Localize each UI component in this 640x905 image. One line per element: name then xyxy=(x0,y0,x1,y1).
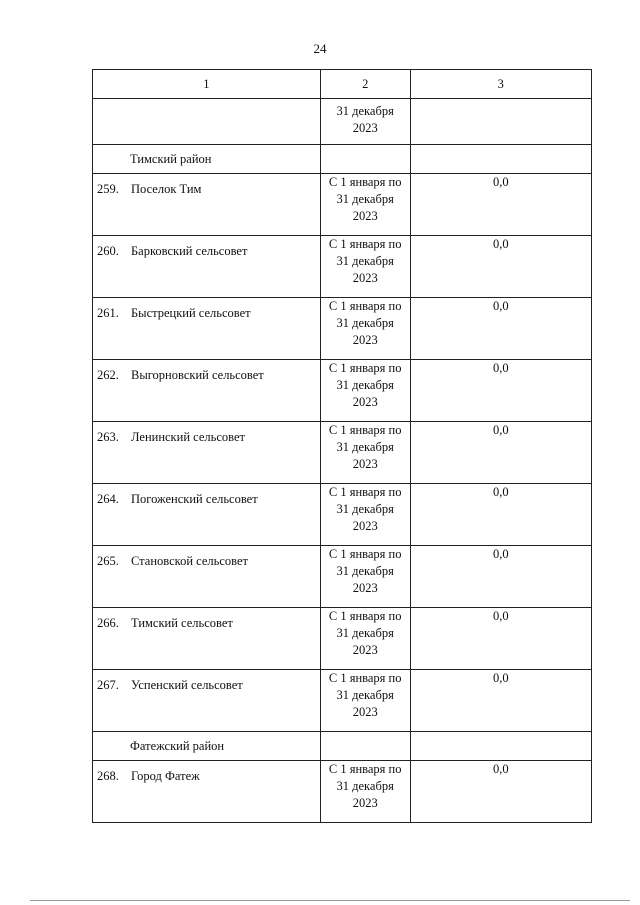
period-cell xyxy=(320,670,410,732)
district-name-cell xyxy=(93,145,321,174)
municipality-entry xyxy=(93,546,320,570)
municipality-name: Ленинский сельсовет xyxy=(131,430,245,444)
bottom-rule xyxy=(30,900,630,901)
value-cell: 0,0 xyxy=(410,484,591,546)
municipality-entry xyxy=(93,484,320,508)
value-cell: 0,0 xyxy=(410,608,591,670)
period-start: С 1 января по xyxy=(328,237,402,251)
period-year: 2023 xyxy=(352,643,378,657)
table-row xyxy=(93,298,592,360)
table-row xyxy=(93,670,592,732)
municipality-name: Становской сельсовет xyxy=(131,554,248,568)
table-row xyxy=(93,174,592,236)
data-table xyxy=(92,69,592,823)
period-year: 2023 xyxy=(352,796,378,810)
value-cell: 0,0 xyxy=(410,546,591,608)
municipality-cell xyxy=(93,761,321,823)
period-cell xyxy=(320,298,410,360)
municipality-cell xyxy=(93,236,321,298)
period-cell xyxy=(320,484,410,546)
district-name-cell xyxy=(93,732,321,761)
table-row xyxy=(93,422,592,484)
municipality-entry xyxy=(93,236,320,260)
row-number: 266. xyxy=(97,616,119,630)
header-col-2: 2 xyxy=(320,70,410,99)
value-cell: 0,0 xyxy=(410,236,591,298)
district-name: Фатежский район xyxy=(130,738,225,753)
municipality-name: Погоженский сельсовет xyxy=(131,492,258,506)
continuation-row xyxy=(93,99,592,145)
district-row xyxy=(93,732,592,761)
value-cell: 0,0 xyxy=(410,422,591,484)
municipality-cell xyxy=(93,298,321,360)
table-row xyxy=(93,608,592,670)
page-number: 24 xyxy=(313,41,327,56)
table-row xyxy=(93,546,592,608)
period-start: С 1 января по xyxy=(328,609,402,623)
period-end: 31 декабря xyxy=(336,626,394,640)
district-value-cell xyxy=(410,145,591,174)
period-year: 2023 xyxy=(352,457,378,471)
period-end: 31 декабря xyxy=(336,502,394,516)
period-cell xyxy=(320,422,410,484)
municipality-entry xyxy=(93,608,320,632)
continuation-period-year: 2023 xyxy=(352,121,378,135)
municipality-name: Барковский сельсовет xyxy=(131,244,248,258)
table-header-row xyxy=(93,70,592,99)
municipality-cell xyxy=(93,360,321,422)
period-cell xyxy=(320,174,410,236)
district-period-cell xyxy=(320,732,410,761)
table-row xyxy=(93,484,592,546)
period-end: 31 декабря xyxy=(336,440,394,454)
continuation-period-line: 31 декабря xyxy=(336,104,394,118)
municipality-name: Успенский сельсовет xyxy=(131,678,243,692)
row-number: 265. xyxy=(97,554,119,568)
period-year: 2023 xyxy=(352,271,378,285)
header-col-1: 1 xyxy=(93,70,321,99)
period-cell xyxy=(320,546,410,608)
municipality-entry xyxy=(93,174,320,198)
municipality-name: Город Фатеж xyxy=(131,769,200,783)
value-cell: 0,0 xyxy=(410,670,591,732)
municipality-name: Выгорновский сельсовет xyxy=(131,368,264,382)
row-number: 261. xyxy=(97,306,119,320)
table-row xyxy=(93,360,592,422)
municipality-entry xyxy=(93,360,320,384)
table-row xyxy=(93,236,592,298)
municipality-name: Быстрецкий сельсовет xyxy=(131,306,251,320)
value-cell: 0,0 xyxy=(410,761,591,823)
municipality-entry xyxy=(93,422,320,446)
period-start: С 1 января по xyxy=(328,762,402,776)
row-number: 262. xyxy=(97,368,119,382)
municipality-name: Тимский сельсовет xyxy=(131,616,233,630)
period-start: С 1 января по xyxy=(328,175,402,189)
period-start: С 1 января по xyxy=(328,485,402,499)
row-number: 260. xyxy=(97,244,119,258)
period-year: 2023 xyxy=(352,209,378,223)
period-start: С 1 января по xyxy=(328,423,402,437)
municipality-cell xyxy=(93,174,321,236)
period-cell xyxy=(320,608,410,670)
municipality-cell xyxy=(93,484,321,546)
period-end: 31 декабря xyxy=(336,688,394,702)
district-period-cell xyxy=(320,145,410,174)
district-value-cell xyxy=(410,732,591,761)
continuation-name-cell xyxy=(93,99,321,145)
municipality-cell xyxy=(93,546,321,608)
period-end: 31 декабря xyxy=(336,192,394,206)
period-start: С 1 января по xyxy=(328,671,402,685)
period-end: 31 декабря xyxy=(336,378,394,392)
municipality-cell xyxy=(93,670,321,732)
period-end: 31 декабря xyxy=(336,316,394,330)
district-name: Тимский район xyxy=(130,151,212,166)
period-year: 2023 xyxy=(352,395,378,409)
district-row xyxy=(93,145,592,174)
value-cell: 0,0 xyxy=(410,298,591,360)
municipality-entry xyxy=(93,670,320,694)
municipality-entry xyxy=(93,298,320,322)
row-number: 264. xyxy=(97,492,119,506)
period-cell xyxy=(320,236,410,298)
municipality-name: Поселок Тим xyxy=(131,182,202,196)
municipality-entry xyxy=(93,761,320,785)
row-number: 259. xyxy=(97,182,119,196)
value-cell: 0,0 xyxy=(410,360,591,422)
period-end: 31 декабря xyxy=(336,254,394,268)
municipality-cell xyxy=(93,608,321,670)
row-number: 268. xyxy=(97,769,119,783)
period-end: 31 декабря xyxy=(336,779,394,793)
period-year: 2023 xyxy=(352,333,378,347)
period-start: С 1 января по xyxy=(328,299,402,313)
continuation-value-cell xyxy=(410,99,591,145)
continuation-period-cell xyxy=(320,99,410,145)
period-start: С 1 января по xyxy=(328,547,402,561)
period-year: 2023 xyxy=(352,581,378,595)
row-number: 267. xyxy=(97,678,119,692)
period-year: 2023 xyxy=(352,519,378,533)
period-cell xyxy=(320,761,410,823)
period-end: 31 декабря xyxy=(336,564,394,578)
table-row xyxy=(93,761,592,823)
period-cell xyxy=(320,360,410,422)
period-year: 2023 xyxy=(352,705,378,719)
value-cell: 0,0 xyxy=(410,174,591,236)
period-start: С 1 января по xyxy=(328,361,402,375)
municipality-cell xyxy=(93,422,321,484)
header-col-3: 3 xyxy=(410,70,591,99)
row-number: 263. xyxy=(97,430,119,444)
